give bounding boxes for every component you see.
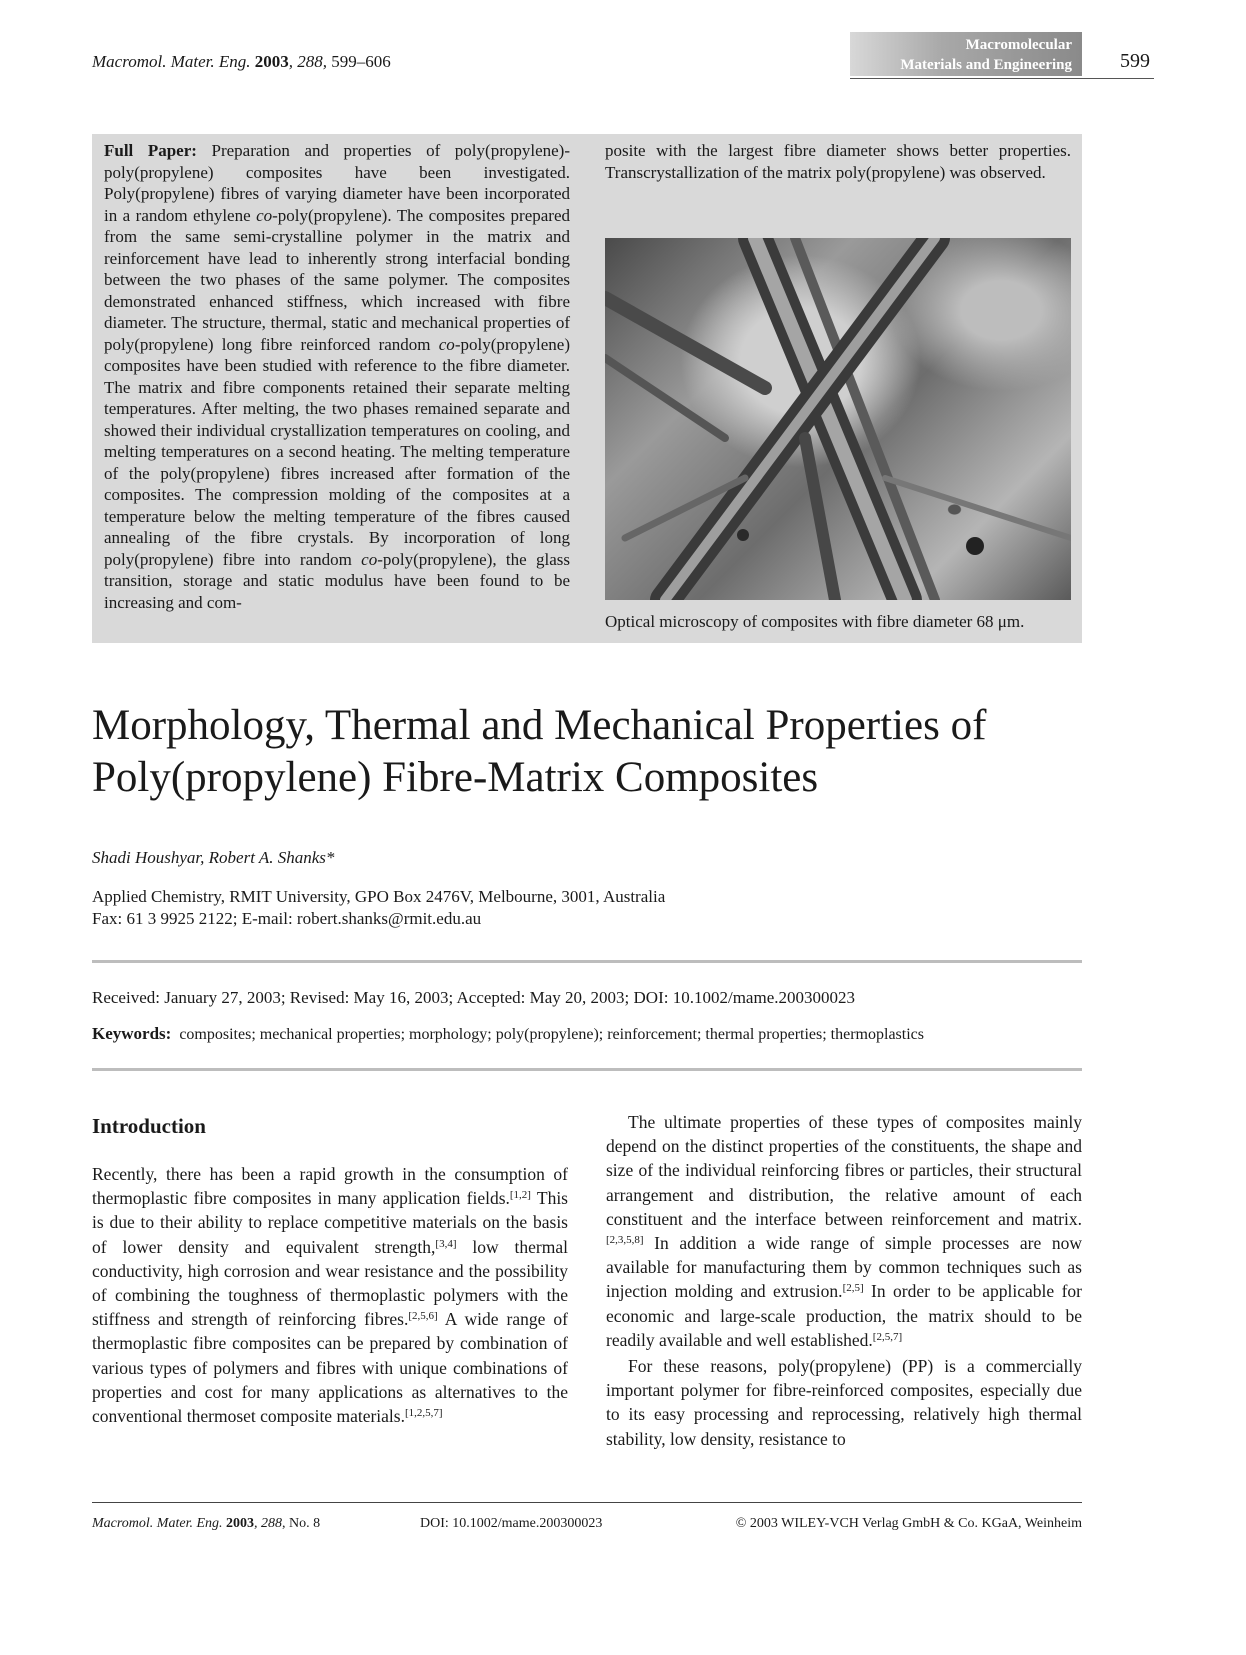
running-head: Macromol. Mater. Eng. 2003, 288, 599–606 [92, 52, 391, 71]
section-heading-introduction: Introduction [92, 1114, 206, 1138]
citation: [1,2] [509, 1189, 531, 1202]
divider-top [92, 960, 1082, 963]
affiliation-contact: Fax: 61 3 9925 2122; E-mail: robert.shanks@rmit.edu.au [92, 909, 482, 928]
footer-journal: Macromol. Mater. Eng. [92, 1516, 223, 1531]
journal-pages: 599–606 [331, 52, 391, 71]
citation: [2,3,5,8] [606, 1234, 644, 1247]
abstract-co: co [361, 549, 378, 569]
divider-bottom [92, 1068, 1082, 1071]
citation: [2,5,6] [408, 1310, 438, 1323]
sentence: Recently, there has been a rapid growth in the consumption of thermoplastic fibre composites in many application fields. [92, 1164, 568, 1209]
footer-copyright: © 2003 WILEY-VCH Verlag GmbH & Co. KGaA, Weinheim [735, 1516, 1082, 1531]
citation: [2,5] [842, 1282, 864, 1295]
figure-caption: Optical microscopy of composites with fibre diameter 68 μm. [605, 612, 1025, 631]
header-rule [850, 78, 1154, 79]
footer-year: 2003 [226, 1516, 255, 1531]
footer-doi: DOI: 10.1002/mame.200300023 [420, 1516, 603, 1531]
keywords-label: Keywords: [92, 1024, 172, 1043]
abstract-co: co [438, 334, 455, 354]
abstract-box [92, 134, 1082, 643]
citation: [1,2,5,7] [404, 1407, 443, 1420]
keywords [92, 1024, 924, 1044]
paragraph [92, 1162, 568, 1428]
sentence: low thermal conductivity, high corrosion and wear resistance and the possibility of combining the toughness of thermoplastic polymers with the stiffness and strength of reinforcing fibres. [92, 1236, 568, 1330]
micrograph-fibres [605, 238, 1071, 600]
logo-line-2: Materials and Engineering [900, 57, 1072, 73]
keywords-list: composites; mechanical properties; morphology; poly(propylene); reinforcement; thermal properties; thermoplastics [179, 1026, 924, 1043]
journal-logo [850, 32, 1082, 76]
sentence: This is due to their ability to replace competitive materials on the basis of lower density and equivalent strength, [92, 1188, 568, 1257]
received-dates: Received: January 27, 2003; Revised: May 16, 2003; Accepted: May 20, 2003; DOI: 10.1002/mame.200300023 [92, 988, 855, 1007]
page-number: 599 [1120, 50, 1150, 72]
body-column-left [92, 1162, 568, 1428]
optical-micrograph-image [605, 238, 1071, 600]
sentence: The ultimate properties of these types of composites mainly depend on the distinct properties of the constituents, the shape and size of the individual reinforcing fibres or particles, their structural arrangement and distribution, the relative amount of each constituent and the interface between reinforcement and matrix. [606, 1112, 1082, 1229]
paragraph: For these reasons, poly(propylene) (PP) is a commercially important polymer for fibre-reinforced composites, especially due to its easy processing and reprocessing, relatively high thermal stability, low density, resistance to [606, 1356, 1082, 1449]
abstract-text-part: -poly(propylene), the glass transition, storage and static modulus have been found to be increasing and com- [104, 549, 570, 612]
footer-rule [92, 1502, 1082, 1503]
footer-volume: 288 [261, 1516, 283, 1531]
abstract-text-part: Preparation and properties of poly(propylene)-poly(propylene) composites have been investigated. Poly(propylene) fibres of varying diameter have been incorporated in a random ethylene [104, 141, 570, 225]
journal-year: 2003 [254, 52, 289, 71]
sentence: In addition a wide range of simple processes are now available for manufacturing them by common techniques such as injection molding and extrusion. [606, 1233, 1082, 1302]
affiliation-address: Applied Chemistry, RMIT University, GPO Box 2476V, Melbourne, 3001, Australia [92, 887, 666, 906]
authors: Shadi Houshyar, Robert A. Shanks* [92, 848, 335, 867]
footer-issue: , No. 8 [282, 1516, 321, 1531]
abstract-text-part: -poly(propylene) composites have been studied with reference to the fibre diameter. The matrix and fibre components retained their separate melting temperatures. After melting, the two phases remained separate and showed their individual crystallization temperatures on cooling, and melting temperatures on a second heating. The melting temperature of the poly(propylene) fibres increased after formation of the composites. The compression molding of the composites at a temperature below the melting temperature of the fibres caused annealing of the fibre crystals. By incorporation of long poly(propylene) fibre into random [104, 334, 570, 569]
paragraph [606, 1110, 1082, 1352]
footer-citation: Macromol. Mater. Eng. 2003, 288, No. 8 [92, 1516, 321, 1531]
citation: [2,5,7] [872, 1330, 903, 1343]
journal-abbrev: Macromol. Mater. Eng. [92, 52, 251, 71]
abstract-text-left [104, 140, 570, 613]
abstract-text-right: posite with the largest fibre diameter shows better properties. Transcrystallization of the matrix poly(propylene) was observed. [605, 141, 1071, 182]
sentence: In order to be applicable for economic and large-scale production, the matrix should to be readily available and well established. [606, 1281, 1082, 1350]
abstract-label: Full Paper: [104, 141, 197, 160]
affiliation [92, 886, 665, 930]
logo-line-1: Macromolecular [965, 37, 1072, 53]
sentence: A wide range of thermoplastic fibre composites can be prepared by combination of various types of polymers and fibres with unique combinations of properties and cost for many applications as alternatives to the conventional thermoset composite materials. [92, 1309, 568, 1427]
abstract-co: co [256, 205, 273, 225]
abstract-text-part: -poly(propylene). The composites prepared from the same semi-crystalline polymer in the matrix and reinforcement have lead to inherently strong interfacial bonding between the two phases of the same polymer. The composites demonstrated enhanced stiffness, which increased with fibre diameter. The structure, thermal, static and mechanical properties of poly(propylene) long fibre reinforced random [104, 205, 570, 354]
journal-volume: 288 [297, 52, 323, 71]
body-column-right [606, 1110, 1082, 1451]
article-title: Morphology, Thermal and Mechanical Properties of Poly(propylene) Fibre-Matrix Composites [92, 702, 987, 801]
citation: [3,4] [435, 1237, 457, 1250]
